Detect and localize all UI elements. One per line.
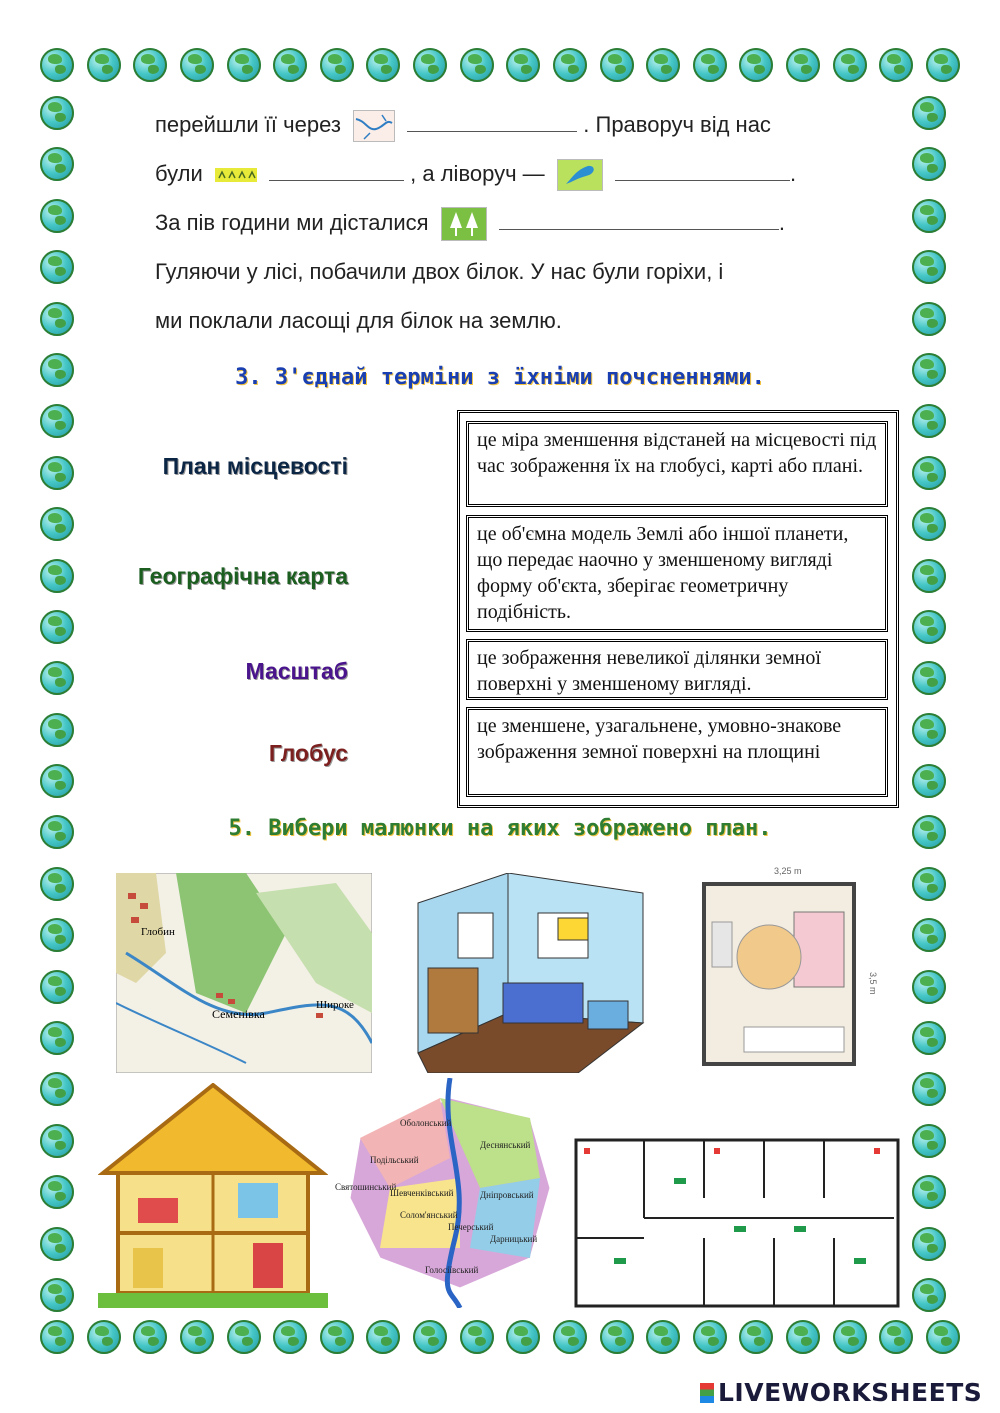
globe-icon bbox=[912, 1227, 946, 1261]
map-label-shyroke: Широке bbox=[316, 999, 354, 1011]
globe-icon bbox=[600, 1320, 634, 1354]
globe-icon bbox=[40, 96, 74, 130]
globe-icon bbox=[506, 1320, 540, 1354]
globe-icon bbox=[40, 48, 74, 82]
globe-icon bbox=[912, 610, 946, 644]
globe-icon bbox=[912, 199, 946, 233]
globe-icon bbox=[40, 1124, 74, 1158]
globe-icon bbox=[786, 48, 820, 82]
globe-icon bbox=[40, 250, 74, 284]
globe-icon bbox=[40, 918, 74, 952]
globe-icon bbox=[912, 1021, 946, 1055]
globe-icon bbox=[739, 1320, 773, 1354]
globe-icon bbox=[40, 1227, 74, 1261]
room-floorplan-picture[interactable] bbox=[684, 862, 884, 1082]
globe-icon bbox=[40, 867, 74, 901]
globe-icon bbox=[833, 1320, 867, 1354]
globe-icon bbox=[40, 302, 74, 336]
story-line1-text-b: . Праворуч від нас bbox=[583, 112, 771, 137]
globe-icon bbox=[180, 48, 214, 82]
globe-icon bbox=[926, 48, 960, 82]
globe-icon bbox=[693, 1320, 727, 1354]
district-label-9: Дарницький bbox=[490, 1234, 538, 1244]
definition-1[interactable]: це міра зменшення відстаней на місцевості під час зображення їх на глобусі, карті або плані. bbox=[466, 421, 888, 507]
globe-icon bbox=[912, 764, 946, 798]
district-label-1: Оболонський bbox=[400, 1118, 452, 1128]
globe-icon bbox=[912, 970, 946, 1004]
border-left bbox=[40, 96, 74, 1312]
district-label-3: Деснянський bbox=[480, 1140, 531, 1150]
story-line-3: За пів години ми дісталися . bbox=[155, 198, 845, 247]
answer-blank-2[interactable] bbox=[269, 160, 404, 181]
globe-icon bbox=[460, 48, 494, 82]
river-icon bbox=[353, 110, 395, 142]
globe-icon bbox=[413, 1320, 447, 1354]
lake-icon bbox=[557, 159, 603, 191]
globe-icon bbox=[879, 48, 913, 82]
map-label-globyn: Глобин bbox=[141, 926, 175, 938]
logo-mark-icon bbox=[700, 1383, 714, 1403]
globe-icon bbox=[912, 147, 946, 181]
house-cutaway-picture[interactable] bbox=[98, 1083, 328, 1308]
globe-icon bbox=[273, 1320, 307, 1354]
floorplan-width-label: 3,25 m bbox=[774, 866, 802, 876]
bedroom-picture[interactable] bbox=[408, 873, 648, 1073]
globe-icon bbox=[40, 970, 74, 1004]
story-text bbox=[155, 100, 845, 345]
task3-heading: 3. З'єднай терміни з їхніми почсненнями. bbox=[235, 365, 765, 390]
district-label-4: Святошинський bbox=[335, 1182, 397, 1192]
district-label-6: Дніпровський bbox=[480, 1190, 534, 1200]
globe-icon bbox=[912, 404, 946, 438]
globe-icon bbox=[912, 96, 946, 130]
story-line-4: Гуляючи у лісі, побачили двох білок. У нас були горіхи, і bbox=[155, 259, 724, 284]
district-label-7: Солом'янський bbox=[400, 1210, 458, 1220]
topographic-map-picture[interactable] bbox=[116, 873, 372, 1073]
globe-icon bbox=[600, 48, 634, 82]
globe-icon bbox=[40, 404, 74, 438]
forest-icon bbox=[441, 207, 487, 241]
globe-icon bbox=[912, 456, 946, 490]
district-label-2: Подільський bbox=[370, 1155, 419, 1165]
globe-icon bbox=[912, 1124, 946, 1158]
term-map[interactable]: Географічна карта bbox=[137, 563, 348, 589]
globe-icon bbox=[926, 1320, 960, 1354]
globe-icon bbox=[40, 199, 74, 233]
globe-icon bbox=[833, 48, 867, 82]
globe-icon bbox=[273, 48, 307, 82]
globe-icon bbox=[912, 302, 946, 336]
globe-icon bbox=[912, 918, 946, 952]
globe-icon bbox=[912, 867, 946, 901]
globe-icon bbox=[40, 610, 74, 644]
globe-icon bbox=[553, 1320, 587, 1354]
globe-icon bbox=[320, 48, 354, 82]
district-label-5: Шевченківський bbox=[390, 1188, 454, 1198]
globe-icon bbox=[133, 48, 167, 82]
globe-icon bbox=[912, 1278, 946, 1312]
globe-icon bbox=[413, 48, 447, 82]
globe-icon bbox=[553, 48, 587, 82]
logo-text: LIVEWORKSHEETS bbox=[718, 1378, 983, 1407]
story-line-5: ми поклали ласощі для білок на землю. bbox=[155, 308, 562, 333]
globe-icon bbox=[40, 456, 74, 490]
globe-icon bbox=[40, 1175, 74, 1209]
globe-icon bbox=[912, 507, 946, 541]
border-right bbox=[912, 96, 946, 1312]
story-line2-text-b: , а ліворуч — bbox=[410, 161, 545, 186]
liveworksheets-logo bbox=[700, 1378, 982, 1407]
task5-heading: 5. Вибери малюнки на яких зображено план. bbox=[228, 816, 772, 841]
city-districts-picture[interactable] bbox=[330, 1078, 570, 1308]
globe-icon bbox=[227, 48, 261, 82]
map-label-semenivka: Семенівка bbox=[212, 1007, 265, 1021]
story-line2-text-a: були bbox=[155, 161, 203, 186]
globe-icon bbox=[912, 250, 946, 284]
globe-icon bbox=[646, 1320, 680, 1354]
answer-blank-4[interactable] bbox=[499, 209, 779, 230]
globe-icon bbox=[366, 1320, 400, 1354]
globe-icon bbox=[879, 1320, 913, 1354]
floorplan-height-label: 3,5 m bbox=[868, 972, 878, 995]
globe-icon bbox=[506, 48, 540, 82]
globe-icon bbox=[40, 147, 74, 181]
definition-4[interactable]: це зменшене, узагальнене, умовно-знакове зображення земної поверхні на площині bbox=[466, 707, 888, 797]
globe-icon bbox=[87, 48, 121, 82]
globe-icon bbox=[912, 1175, 946, 1209]
meadow-icon bbox=[215, 168, 257, 182]
globe-icon bbox=[40, 1021, 74, 1055]
globe-icon bbox=[133, 1320, 167, 1354]
globe-icon bbox=[646, 48, 680, 82]
definition-2[interactable]: це об'ємна модель Землі або іншої планети, що передає наочно у зменшеному вигляді форму об'єкта, зберігає геометричну подібність. bbox=[466, 515, 888, 632]
globe-icon bbox=[320, 1320, 354, 1354]
globe-icon bbox=[693, 48, 727, 82]
story-line3-text-a: За пів години ми дісталися bbox=[155, 210, 429, 235]
globe-icon bbox=[40, 764, 74, 798]
district-label-10: Голосіївський bbox=[425, 1265, 479, 1275]
story-line-1 bbox=[155, 100, 845, 149]
globe-icon bbox=[786, 1320, 820, 1354]
term-plan[interactable]: План місцевості bbox=[162, 453, 348, 479]
story-line-2: були , а ліворуч — . bbox=[155, 149, 845, 198]
definition-3[interactable]: це зображення невеликої ділянки земної поверхні у зменшеному вигляді. bbox=[466, 639, 888, 700]
globe-icon bbox=[366, 48, 400, 82]
answer-blank-1[interactable] bbox=[407, 111, 577, 132]
globe-icon bbox=[227, 1320, 261, 1354]
globe-icon bbox=[912, 1072, 946, 1106]
globe-icon bbox=[87, 1320, 121, 1354]
globe-icon bbox=[40, 1278, 74, 1312]
term-globe[interactable]: Глобус bbox=[268, 740, 348, 766]
story-line1-text-a: перейшли її через bbox=[155, 112, 341, 137]
globe-icon bbox=[40, 559, 74, 593]
term-scale[interactable]: Масштаб bbox=[245, 658, 348, 684]
answer-blank-3[interactable] bbox=[615, 160, 790, 181]
globe-icon bbox=[180, 1320, 214, 1354]
globe-icon bbox=[40, 661, 74, 695]
globe-icon bbox=[40, 1072, 74, 1106]
globe-icon bbox=[460, 1320, 494, 1354]
globe-icon bbox=[40, 713, 74, 747]
evacuation-plan-picture[interactable] bbox=[574, 1138, 900, 1308]
border-bottom bbox=[40, 1320, 960, 1354]
globe-icon bbox=[912, 559, 946, 593]
globe-icon bbox=[40, 507, 74, 541]
border-top bbox=[40, 48, 960, 82]
globe-icon bbox=[912, 713, 946, 747]
globe-icon bbox=[912, 661, 946, 695]
globe-icon bbox=[40, 1320, 74, 1354]
globe-icon bbox=[739, 48, 773, 82]
district-label-8: Печерський bbox=[448, 1222, 494, 1232]
